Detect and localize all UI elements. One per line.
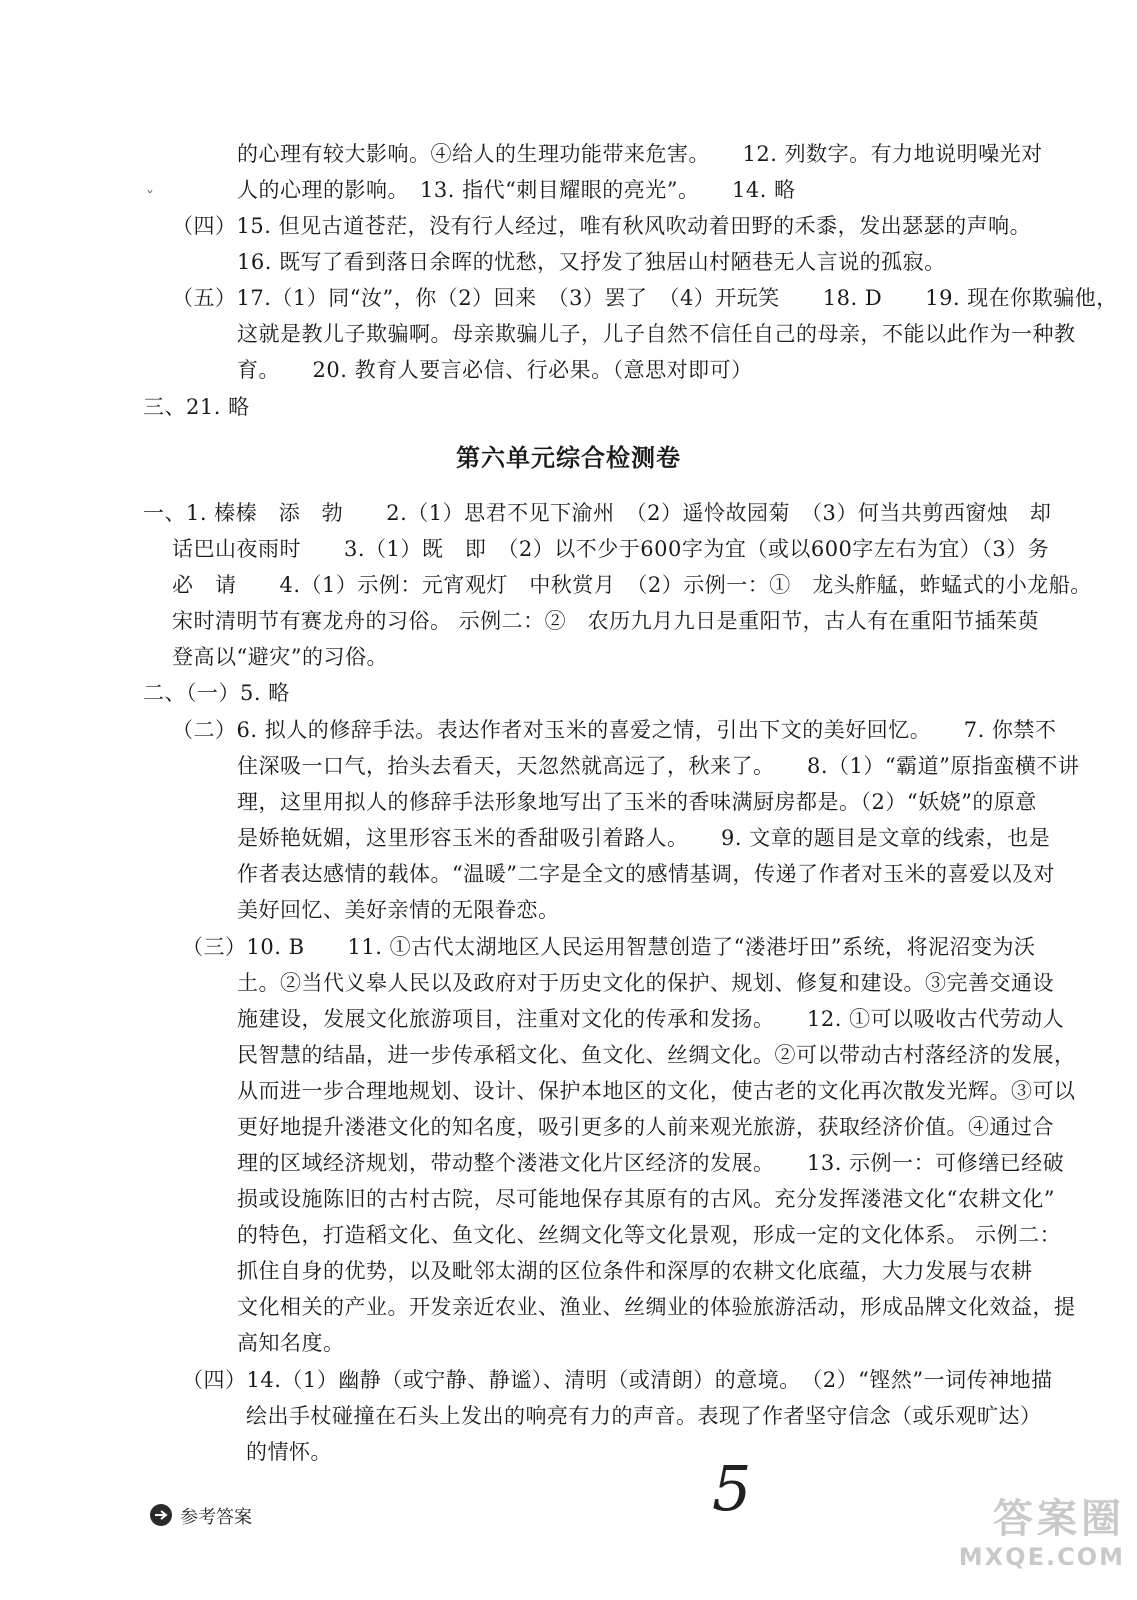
watermark-top-text: 答案圈 [993, 1496, 1125, 1542]
text-line: 二、（一）5. 略 [143, 681, 290, 705]
text-line: 必 请 4.（1）示例：元宵观灯 中秋赏月 （2）示例一：① 龙头舴艋，蚱蜢式的小龙船。 [172, 573, 1092, 597]
text-line: 三、21. 略 [143, 395, 250, 419]
text-line: 人的心理的影响。 13. 指代“刺目耀眼的亮光”。 14. 略 [237, 178, 796, 202]
text-line: 绘出手杖碰撞在石头上发出的响亮有力的声音。表现了作者坚守信念（或乐观旷达） [246, 1404, 1042, 1428]
text-line: 土。②当代义皋人民以及政府对于历史文化的保护、规划、修复和建设。③完善交通设 [237, 971, 1054, 995]
text-line: 美好回忆、美好亲情的无限眷恋。 [237, 898, 560, 922]
watermark-bottom-text: MXQE.COM [958, 1543, 1125, 1571]
text-line: 宋时清明节有赛龙舟的习俗。 示例二：② 农历九月九日是重阳节，古人有在重阳节插茱萸 [172, 609, 1040, 633]
text-line: 高知名度。 [237, 1331, 345, 1355]
text-line: 的情怀。 [246, 1440, 332, 1464]
text-line: 16. 既写了看到落日余晖的忧愁，又抒发了独居山村陋巷无人言说的孤寂。 [237, 250, 946, 274]
stray-mark: ˇ [146, 188, 154, 207]
text-line: 损或设施陈旧的古村古院，尽可能地保存其原有的古风。充分发挥溇港文化“农耕文化” [237, 1187, 1055, 1211]
text-line: 抓住自身的优势，以及毗邻太湖的区位条件和深厚的农耕文化底蕴，大力发展与农耕 [237, 1259, 1033, 1283]
text-line: 民智慧的结晶，进一步传承稻文化、鱼文化、丝绸文化。②可以带动古村落经济的发展， [237, 1043, 1076, 1067]
text-line: 理，这里用拟人的修辞手法形象地写出了玉米的香味满厨房都是。（2）“妖娆”的原意 [237, 790, 1037, 814]
text-line: 育。 20. 教育人要言必信、行必果。（意思对即可） [237, 358, 753, 382]
text-line: 一、1. 榛榛 添 勃 2.（1）思君不见下渝州 （2）遥怜故园菊 （3）何当共剪西窗烛 却 [143, 501, 1052, 525]
section-title: 第六单元综合检测卷 [456, 444, 681, 472]
text-line: （三）10. B 11. ①古代太湖地区人民运用智慧创造了“溇港圩田”系统，将泥沼变为沃 [182, 935, 1036, 959]
text-line: 施建设，发展文化旅游项目，注重对文化的传承和发扬。 12. ①可以吸收古代劳动人 [237, 1007, 1065, 1031]
text-line: 住深吸一口气，抬头去看天，天忽然就高远了，秋来了。 8.（1）“霸道”原指蛮横不讲 [237, 754, 1080, 778]
text-line: 作者表达感情的载体。“温暖”二字是全文的感情基调，传递了作者对玉米的喜爱以及对 [237, 862, 1055, 886]
text-line: 这就是教儿子欺骗啊。母亲欺骗儿子，儿子自然不信任自己的母亲，不能以此作为一种教 [237, 322, 1076, 346]
text-line: （四）15. 但见古道苍茫，没有行人经过，唯有秋风吹动着田野的禾黍，发出瑟瑟的声响。 [172, 214, 1032, 238]
text-line: 话巴山夜雨时 3.（1）既 即 （2）以不少于600字为宜（或以600字左右为宜）（3）务 [172, 537, 1050, 561]
text-line: 的特色，打造稻文化、鱼文化、丝绸文化等文化景观，形成一定的文化体系。 示例二： [237, 1223, 1062, 1247]
text-line: （二）6. 拟人的修辞手法。表达作者对玉米的喜爱之情，引出下文的美好回忆。 7. 你禁不 [172, 718, 1057, 742]
text-line: 的心理有较大影响。④给人的生理功能带来危害。 12. 列数字。有力地说明噪光对 [237, 142, 1043, 166]
text-line: 理的区域经济规划，带动整个溇港文化片区经济的发展。 13. 示例一：可修缮已经破 [237, 1151, 1065, 1175]
footer-label: 参考答案 [180, 1507, 252, 1528]
text-line: （五）17.（1）同“汝”，你（2）回来 （3）罢了 （4）开玩笑 18. D 19. 现在你欺骗他， [172, 286, 1118, 310]
text-line: 更好地提升溇港文化的知名度，吸引更多的人前来观光旅游，获取经济价值。④通过合 [237, 1115, 1054, 1139]
watermark-logo [905, 1496, 1125, 1596]
arrow-circle-icon [150, 1504, 172, 1526]
text-line: 是娇艳妩媚，这里形容玉米的香甜吸引着路人。 9. 文章的题目是文章的线索，也是 [237, 826, 1051, 850]
text-line: 从而进一步合理地规划、设计、保护本地区的文化，使古老的文化再次散发光辉。③可以 [237, 1079, 1076, 1103]
arrow-right-icon [154, 1510, 168, 1520]
text-line: 登高以“避灾”的习俗。 [172, 645, 388, 669]
handwritten-page-number: 5 [712, 1452, 752, 1525]
text-line: （四）14.（1）幽静（或宁静、静谧）、清明（或清朗）的意境。 （2）“铿然”一词传神地描 [182, 1368, 1053, 1392]
text-line: 文化相关的产业。开发亲近农业、渔业、丝绸业的体验旅游活动，形成品牌文化效益，提 [237, 1295, 1076, 1319]
